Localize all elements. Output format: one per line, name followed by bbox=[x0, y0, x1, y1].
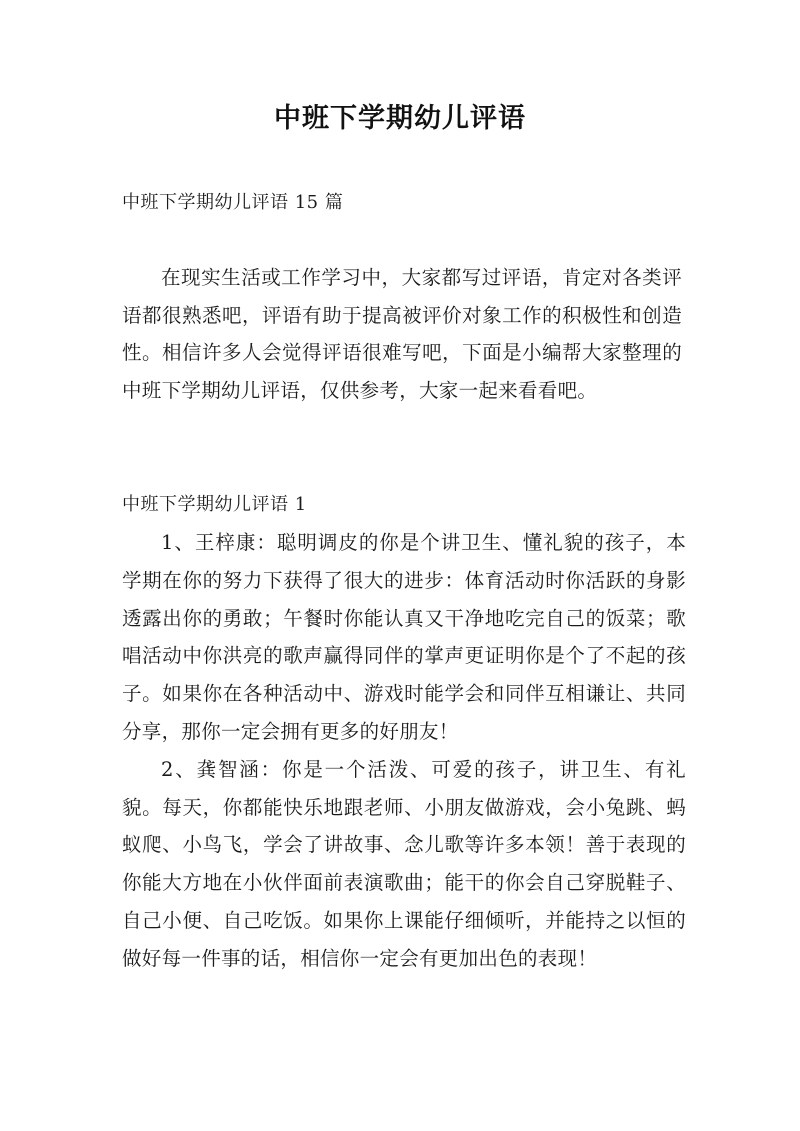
section-heading: 中班下学期幼儿评语 1 bbox=[122, 494, 307, 515]
document-title: 中班下学期幼儿评语 bbox=[274, 103, 526, 134]
comment-entry-2: 2、龚智涵：你是一个活泼、可爱的孩子，讲卫生、有礼貌。每天，你都能快乐地跟老师、小朋友做游戏，会小兔跳、蚂蚁爬、小鸟飞，学会了讲故事、念儿歌等许多本领！善于表现的你能大方地在小伙伴面前表演歌曲；能干的你会自己穿脱鞋子、自己小便、自己吃饭。如果你上课能仔细倾听，并能持之以恒的做好每一件事的话，相信你一定会有更加出色的表现！ bbox=[122, 757, 686, 970]
intro-paragraph: 在现实生活或工作学习中，大家都写过评语，肯定对各类评语都很熟悉吧，评语有助于提高被评价对象工作的积极性和创造性。相信许多人会觉得评语很难写吧，下面是小编帮大家整理的中班下学期幼儿评语，仅供参考，大家一起来看看吧。 bbox=[122, 266, 682, 402]
comment-entries bbox=[122, 524, 686, 978]
comment-entry-1: 1、王梓康：聪明调皮的你是个讲卫生、懂礼貌的孩子，本学期在你的努力下获得了很大的进步：体育活动时你活跃的身影透露出你的勇敢；午餐时你能认真又干净地吃完自己的饭菜；歌唱活动中你洪亮的歌声赢得同伴的掌声更证明你是个了不起的孩子。如果你在各种活动中、游戏时能学会和同伴互相谦让、共同分享，那你一定会拥有更多的好朋友！ bbox=[122, 531, 686, 743]
document-subtitle: 中班下学期幼儿评语 15 篇 bbox=[122, 192, 344, 213]
